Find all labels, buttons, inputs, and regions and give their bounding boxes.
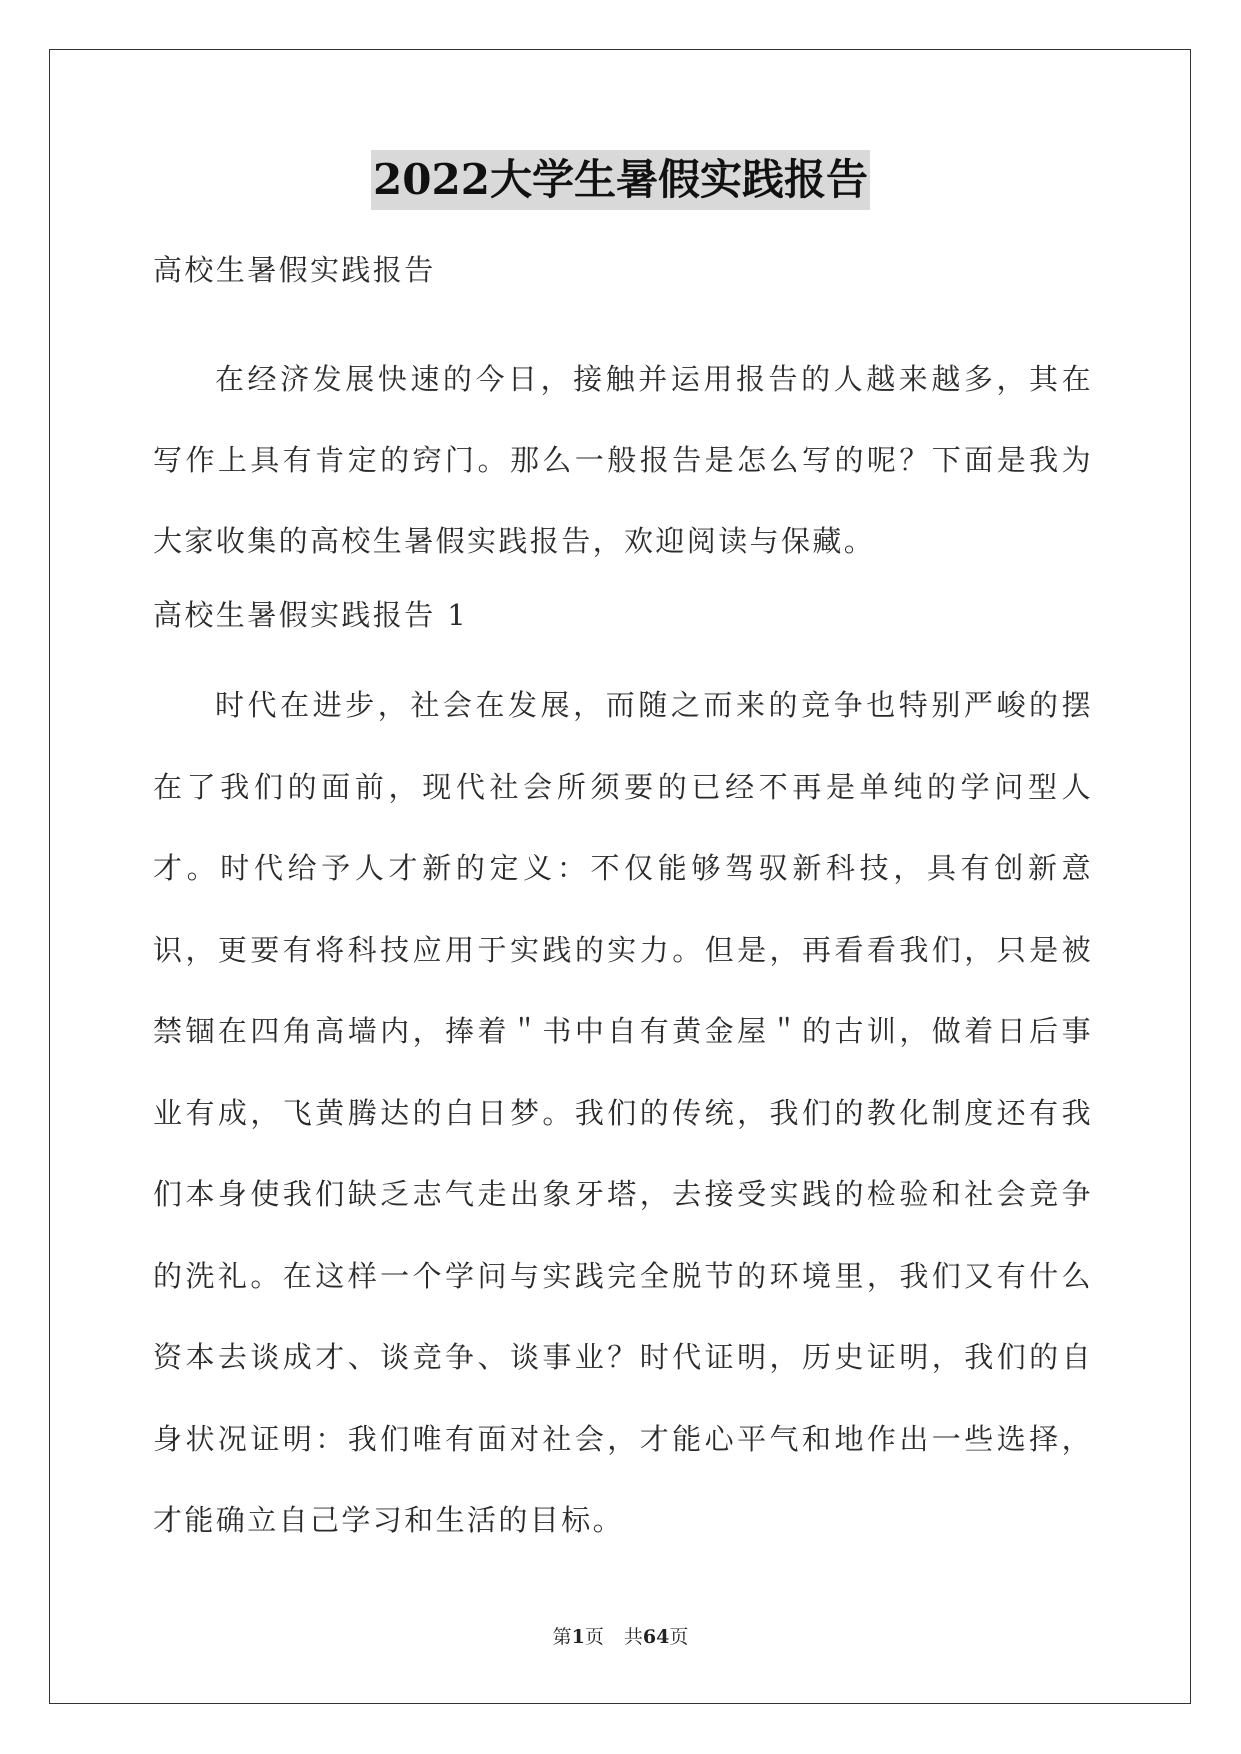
- title-container: [0, 150, 1241, 210]
- page-footer: [0, 1624, 1241, 1650]
- document-title: 2022大学生暑假实践报告: [371, 150, 870, 210]
- subsection-heading: 高校生暑假实践报告 1: [153, 598, 469, 632]
- page-prefix: 第: [552, 1626, 572, 1648]
- intro-paragraph: 在经济发展快速的今日，接触并运用报告的人越来越多，其在写作上具有肯定的窍门。那么一般报告是怎么写的呢？下面是我为大家收集的高校生暑假实践报告，欢迎阅读与保藏。: [153, 362, 1093, 558]
- total-pages: 64: [642, 1626, 670, 1648]
- total-prefix: 共: [623, 1626, 643, 1648]
- page-suffix: 页: [584, 1626, 604, 1648]
- body-paragraph: 时代在进步，社会在发展，而随之而来的竞争也特别严峻的摆在了我们的面前，现代社会所须要的已经不再是单纯的学问型人才。时代给予人才新的定义：不仅能够驾驭新科技，具有创新意识，更要有将科技应用于实践的实力。但是，再看看我们，只是被禁锢在四角高墙内，捧着＂书中自有黄金屋＂的古训，做着日后事业有成，飞黄腾达的白日梦。我们的传统，我们的教化制度还有我们本身使我们缺乏志气走出象牙塔，去接受实践的检验和社会竞争的洗礼。在这样一个学问与实践完全脱节的环境里，我们又有什么资本去谈成才、谈竞争、谈事业？时代证明，历史证明，我们的自身状况证明：我们唯有面对社会，才能心平气和地作出一些选择，才能确立自己学习和生活的目标。: [153, 688, 1093, 1537]
- page-number: 1: [571, 1626, 585, 1648]
- total-suffix: 页: [669, 1626, 689, 1648]
- section-heading: 高校生暑假实践报告: [153, 253, 436, 287]
